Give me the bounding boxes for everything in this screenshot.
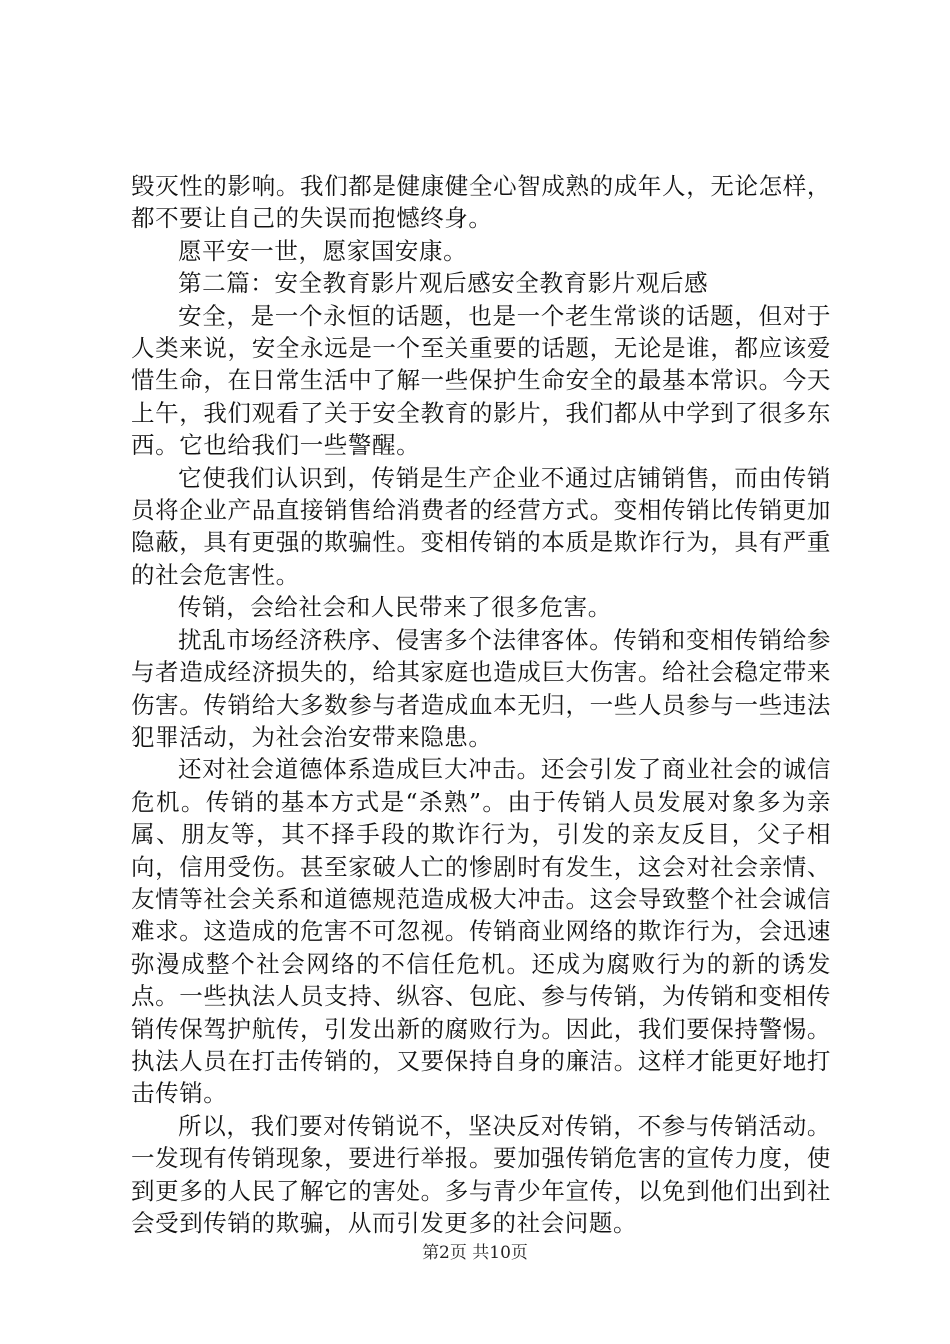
paragraph-continuation: 毁灭性的影响。我们都是健康健全心智成熟的成年人，无论怎样，都不要让自己的失误而抱憾终身。 bbox=[131, 172, 831, 233]
document-body bbox=[131, 170, 831, 1239]
paragraph-safety-intro: 安全，是一个永恒的话题，也是一个老生常谈的话题，但对于人类来说，安全永远是一个至关重要的话题，无论是谁，都应该爱惜生命，在日常生活中了解一些保护生命安全的最基本常识。今天上午，我们观看了关于安全教育的影片，我们都从中学到了很多东西。它也给我们一些警醒。 bbox=[131, 301, 831, 460]
paragraph-pyramid-definition: 它使我们认识到，传销是生产企业不通过店铺销售，而由传销员将企业产品直接销售给消费者的经营方式。变相传销比传销更加隐蔽，具有更强的欺骗性。变相传销的本质是欺诈行为，具有严重的社会危害性。 bbox=[131, 463, 831, 589]
page-number: 第2页 共10页 bbox=[422, 1243, 528, 1263]
paragraph-moral-harm: 还对社会道德体系造成巨大冲击。还会引发了商业社会的诚信危机。传销的基本方式是“杀熟”。由于传销人员发展对象多为亲属、朋友等，其不择手段的欺诈行为，引发的亲友反目，父子相向，信用受伤。甚至家破人亡的惨剧时有发生，这会对社会亲情、友情等社会关系和道德规范造成极大冲击。这会导致整个社会诚信难求。这造成的危害不可忽视。传销商业网络的欺诈行为，会迅速弥漫成整个社会网络的不信任危机。还成为腐败行为的新的诱发点。一些执法人员支持、纵容、包庇、参与传销，为传销和变相传销传保驾护航传，引发出新的腐败行为。因此，我们要保持警惕。执法人员在打击传销的，又要保持自身的廉洁。这样才能更好地打击传销。 bbox=[131, 755, 831, 1108]
paragraph-market-harm: 扰乱市场经济秩序、侵害多个法律客体。传销和变相传销给参与者造成经济损失的，给其家庭也造成巨大伤害。给社会稳定带来伤害。传销给大多数参与者造成血本无归，一些人员参与一些违法犯罪活动，为社会治安带来隐患。 bbox=[131, 625, 831, 751]
paragraph-conclusion: 所以，我们要对传销说不，坚决反对传销，不参与传销活动。一发现有传销现象，要进行举报。要加强传销危害的宣传力度，使到更多的人民了解它的害处。多与青少年宣传，以免到他们出到社会受到传销的欺骗，从而引发更多的社会问题。 bbox=[131, 1111, 831, 1237]
paragraph-harm-summary: 传销，会给社会和人民带来了很多危害。 bbox=[178, 593, 612, 622]
section-heading: 第二篇：安全教育影片观后感安全教育影片观后感 bbox=[178, 269, 709, 298]
paragraph-wish: 愿平安一世，愿家国安康。 bbox=[178, 236, 468, 265]
